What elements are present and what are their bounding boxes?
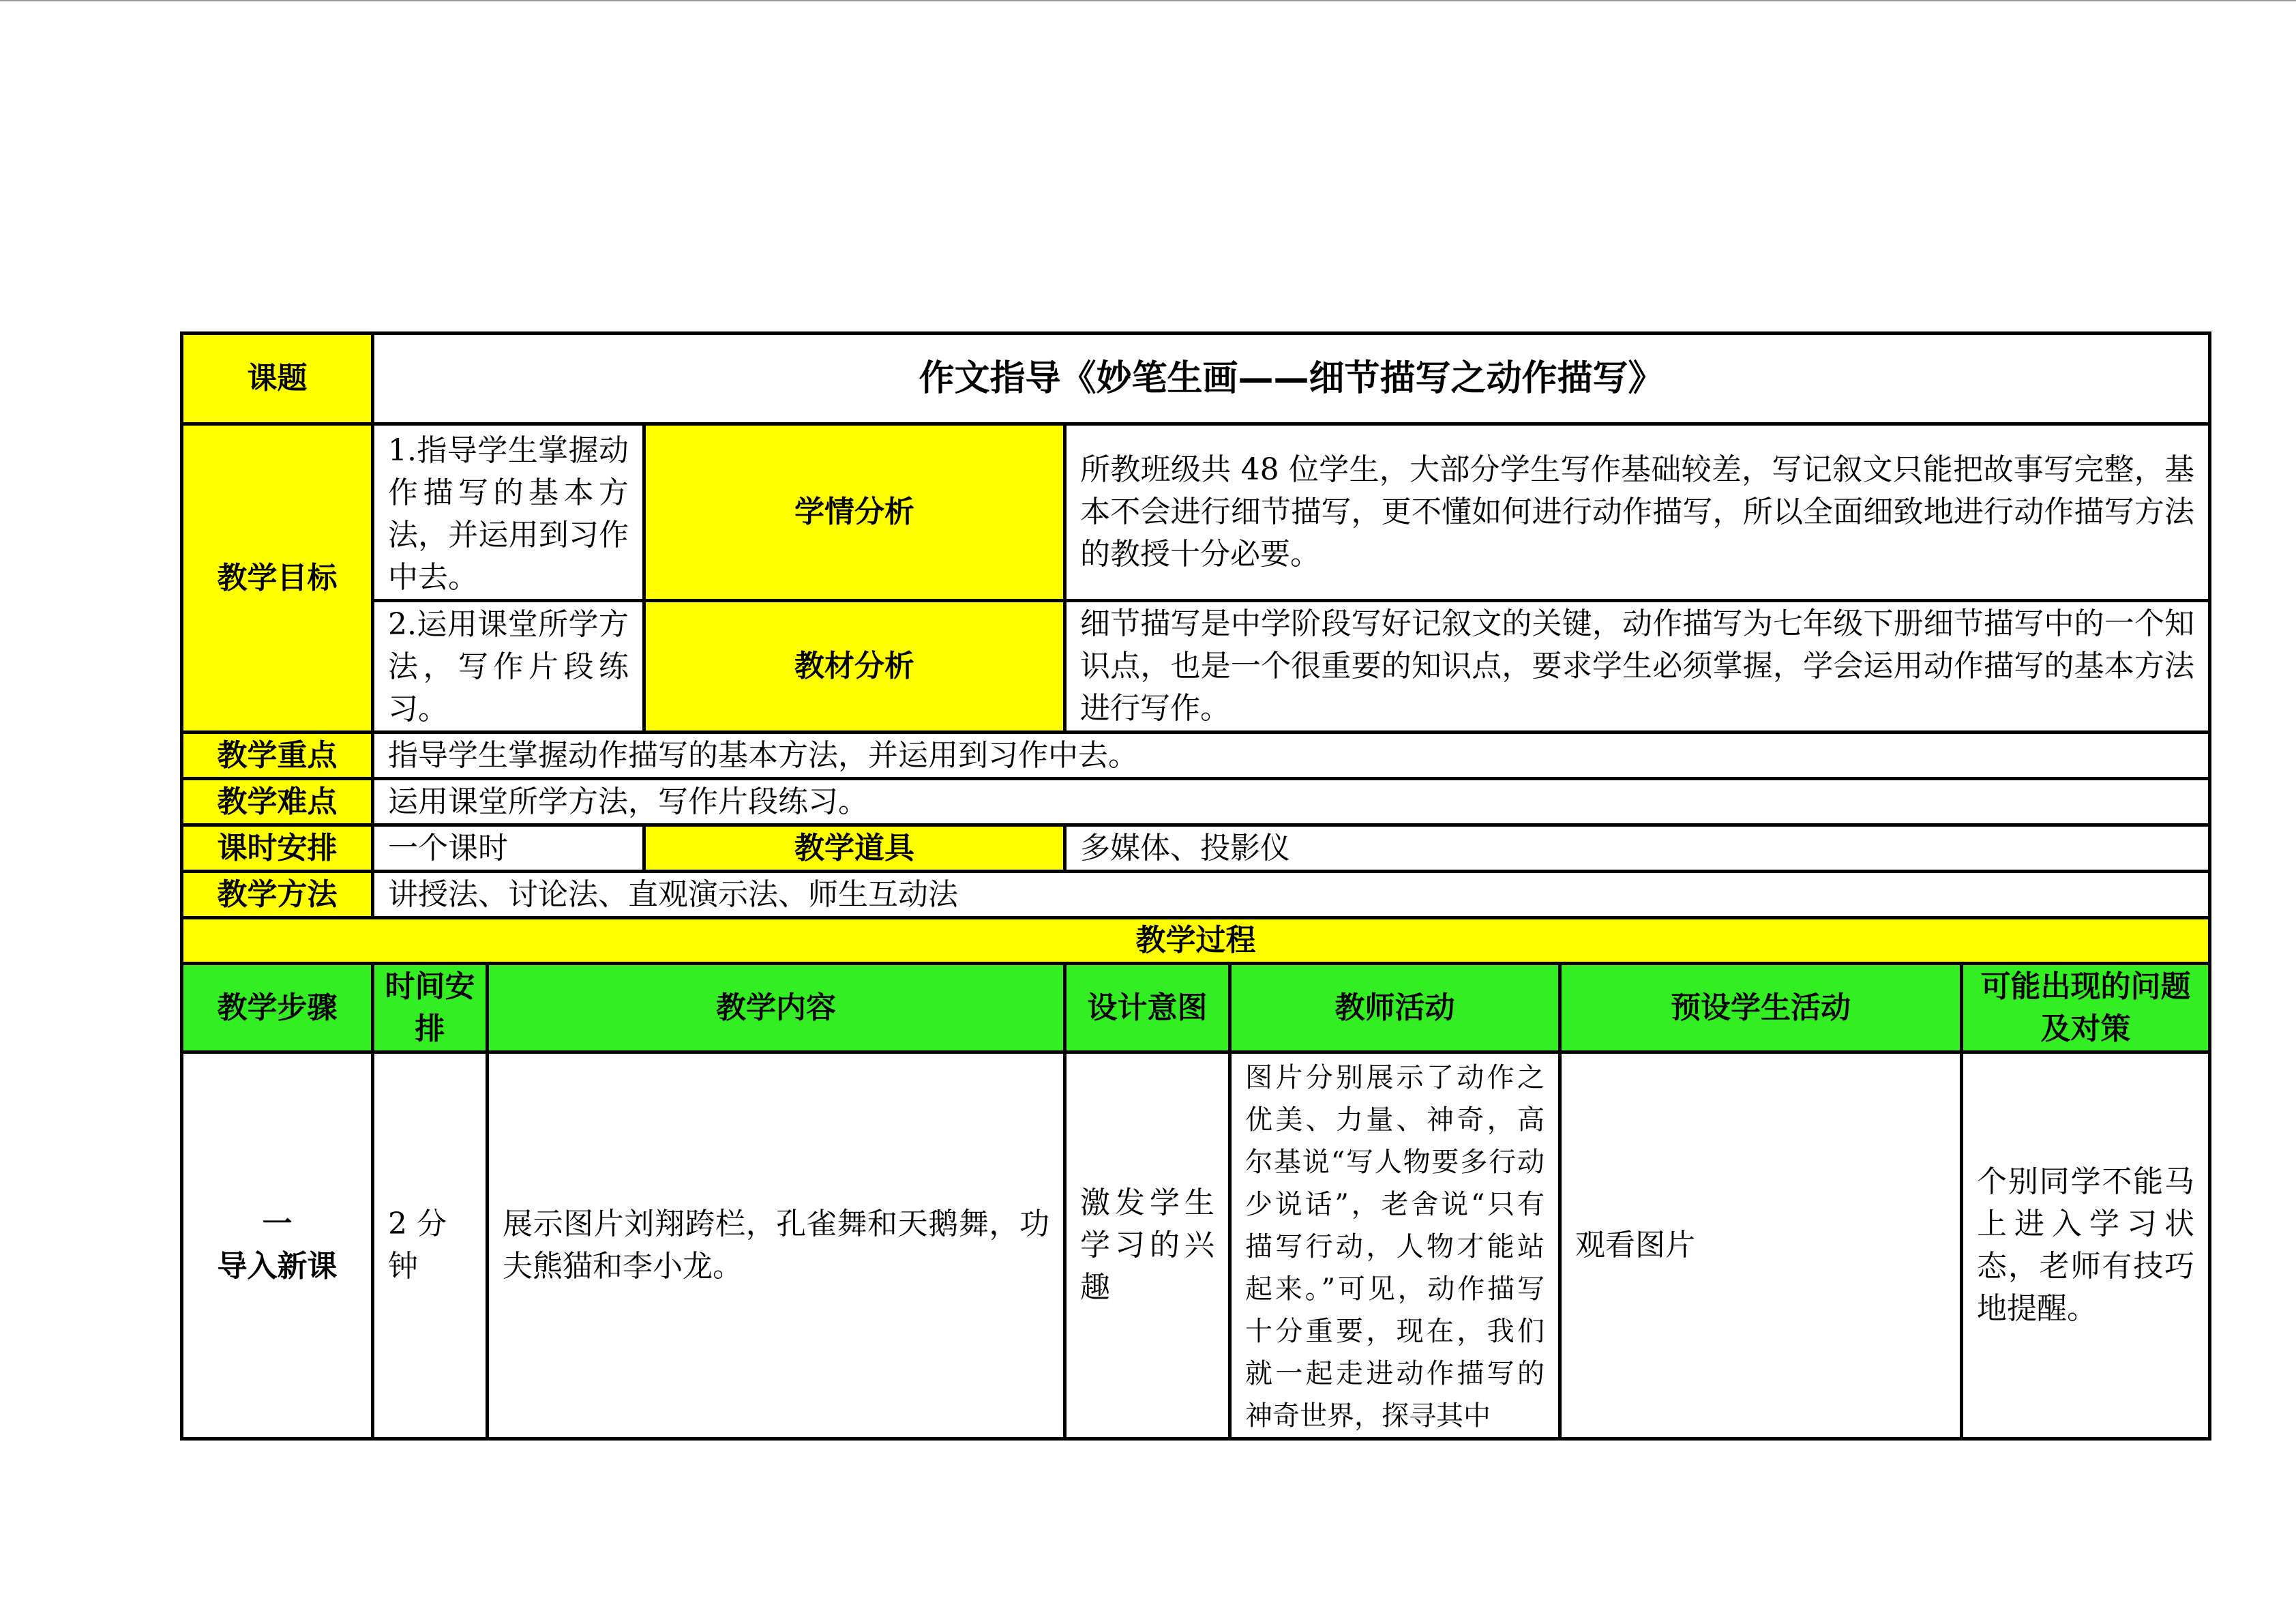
schedule-row — [182, 825, 2210, 872]
column-header-intent: 设计意图 — [1065, 964, 1230, 1052]
schedule-label: 课时安排 — [182, 825, 373, 872]
goals-label: 教学目标 — [182, 424, 373, 733]
step-cell — [182, 1052, 373, 1439]
schedule-text: 一个课时 — [373, 825, 644, 872]
column-header-student: 预设学生活动 — [1560, 964, 1962, 1052]
methods-row — [182, 872, 2210, 918]
topic-label: 课题 — [182, 334, 373, 424]
lesson-plan-table — [180, 331, 2211, 1441]
student-activity-cell: 观看图片 — [1560, 1052, 1962, 1439]
key-points-label: 教学重点 — [182, 733, 373, 779]
problems-cell: 个别同学不能马上进入学习状态，老师有技巧地提醒。 — [1962, 1052, 2210, 1439]
topic-title: 作文指导《妙笔生画——细节描写之动作描写》 — [373, 334, 2210, 424]
goal-2-text: 2.运用课堂所学方法，写作片段练习。 — [373, 601, 644, 733]
time-cell: 2 分钟 — [373, 1052, 488, 1439]
column-header-problems: 可能出现的问题及对策 — [1962, 964, 2210, 1052]
process-title-row — [182, 918, 2210, 964]
page-top-border — [0, 0, 2296, 1]
difficulties-label: 教学难点 — [182, 779, 373, 825]
process-header-row — [182, 964, 2210, 1052]
topic-row — [182, 334, 2210, 424]
key-points-text: 指导学生掌握动作描写的基本方法，并运用到习作中去。 — [373, 733, 2210, 779]
step-number: 一 — [262, 1207, 293, 1241]
column-header-teacher: 教师活动 — [1230, 964, 1560, 1052]
student-analysis-text: 所教班级共 48 位学生，大部分学生写作基础较差，写记叙文只能把故事写完整，基本不会进行细节描写，更不懂如何进行动作描写，所以全面细致地进行动作描写方法的教授十分必要。 — [1065, 424, 2210, 601]
tools-text: 多媒体、投影仪 — [1065, 825, 2210, 872]
material-analysis-text: 细节描写是中学阶段写好记叙文的关键，动作描写为七年级下册细节描写中的一个知识点，也是一个很重要的知识点，要求学生必须掌握，学会运用动作描写的基本方法进行写作。 — [1065, 601, 2210, 733]
methods-label: 教学方法 — [182, 872, 373, 918]
column-header-time: 时间安排 — [373, 964, 488, 1052]
methods-text: 讲授法、讨论法、直观演示法、师生互动法 — [373, 872, 2210, 918]
intent-cell: 激发学生学习的兴趣 — [1065, 1052, 1230, 1439]
student-analysis-label: 学情分析 — [644, 424, 1065, 601]
teacher-activity-cell: 图片分别展示了动作之优美、力量、神奇，高尔基说“写人物要多行动少说话”，老舍说“只有描写行动，人物才能站起来。”可见，动作描写十分重要，现在，我们就一起走进动作描写的神奇世界，探寻其中 — [1230, 1052, 1560, 1439]
key-points-row — [182, 733, 2210, 779]
column-header-step: 教学步骤 — [182, 964, 373, 1052]
material-analysis-label: 教材分析 — [644, 601, 1065, 733]
process-row-intro — [182, 1052, 2210, 1439]
difficulties-text: 运用课堂所学方法，写作片段练习。 — [373, 779, 2210, 825]
goal-row-2 — [182, 601, 2210, 733]
goal-1-text: 1.指导学生掌握动作描写的基本方法，并运用到习作中去。 — [373, 424, 644, 601]
step-name: 导入新课 — [217, 1249, 338, 1284]
column-header-content: 教学内容 — [488, 964, 1065, 1052]
tools-label: 教学道具 — [644, 825, 1065, 872]
content-cell: 展示图片刘翔跨栏，孔雀舞和天鹅舞，功夫熊猫和李小龙。 — [488, 1052, 1065, 1439]
difficulties-row — [182, 779, 2210, 825]
goal-row-1 — [182, 424, 2210, 601]
process-label: 教学过程 — [182, 918, 2210, 964]
